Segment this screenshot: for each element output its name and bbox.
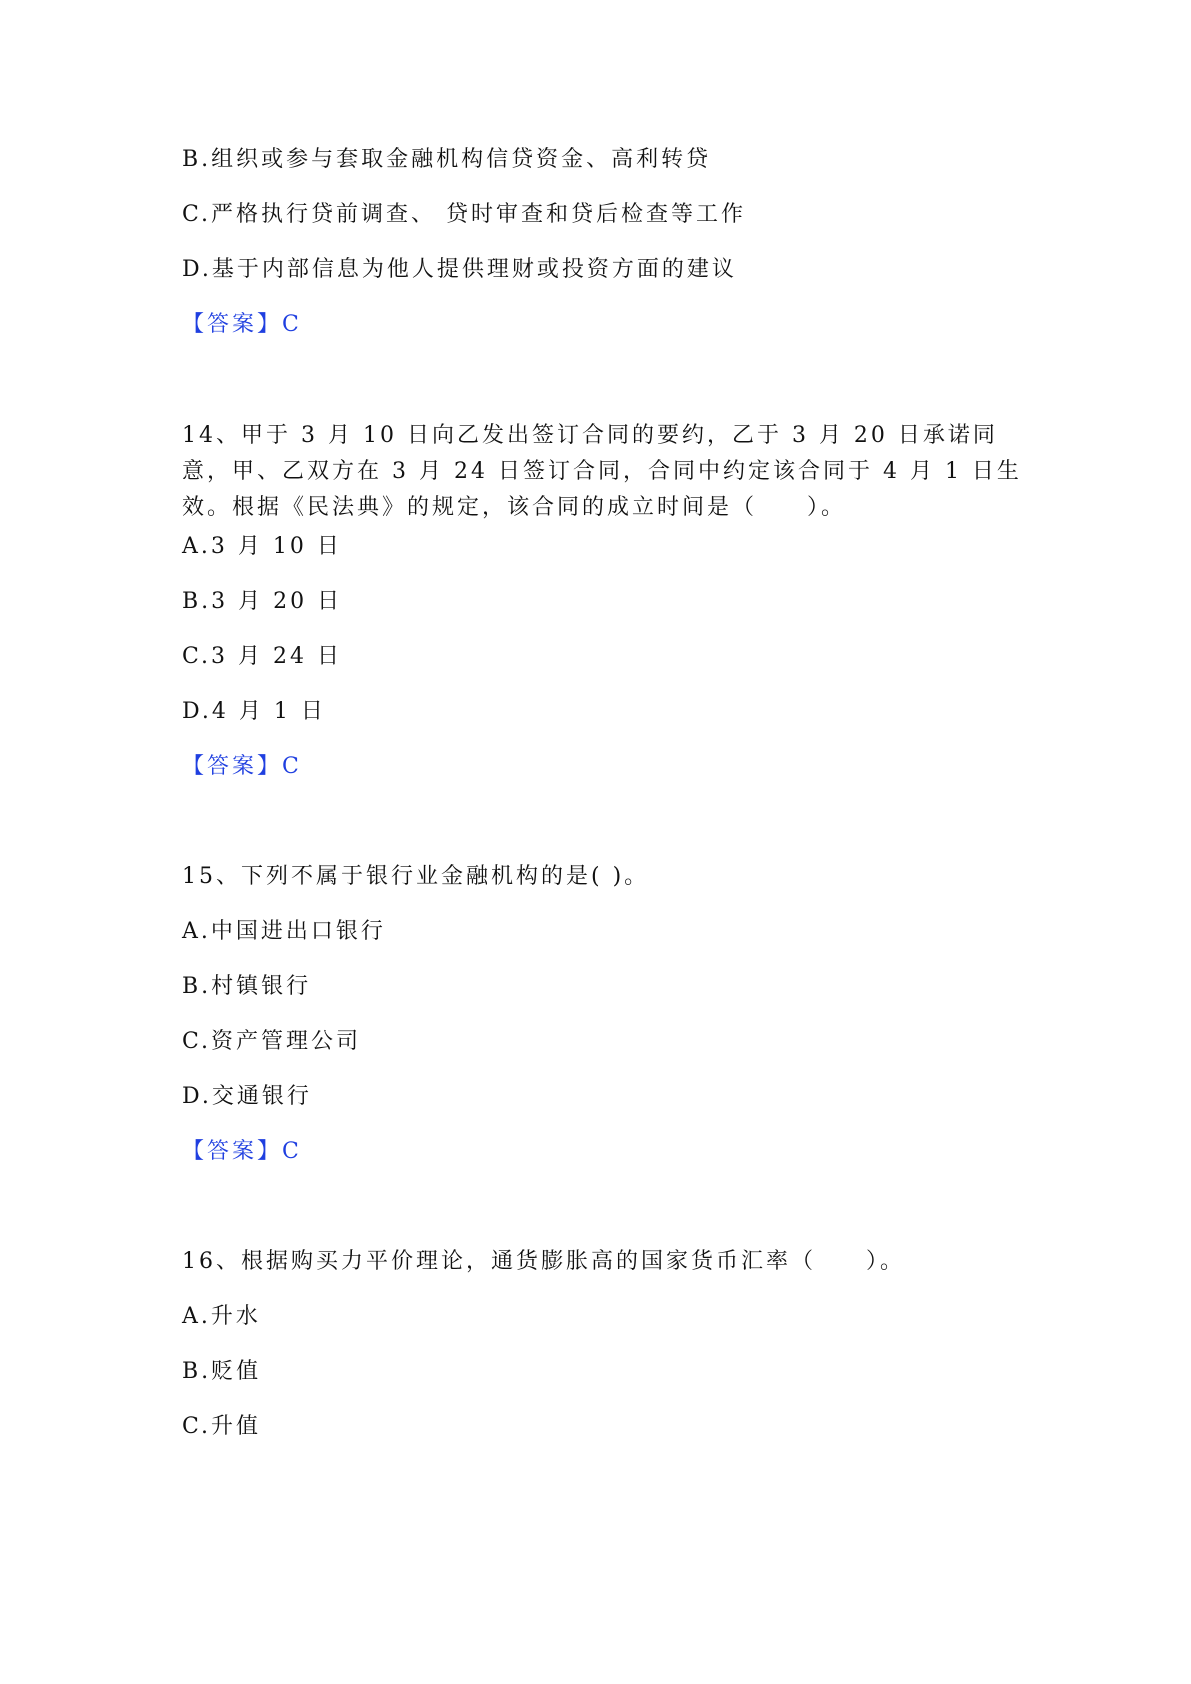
q16-option-c: C.升值: [182, 1414, 262, 1439]
q15-question-text: 15、下列不属于银行业金融机构的是( )。: [182, 864, 650, 889]
q16-question-text: 16、根据购买力平价理论，通货膨胀高的国家货币汇率（ ）。: [182, 1249, 905, 1274]
q14-option-a: A.3 月 10 日: [182, 534, 342, 559]
q14-option-c: C.3 月 24 日: [182, 644, 343, 669]
q13-option-c: C.严格执行贷前调查、 贷时审查和贷后检查等工作: [182, 202, 747, 227]
q13-answer: 【答案】C: [182, 312, 302, 337]
q15-option-c: C.资产管理公司: [182, 1029, 362, 1054]
q14-option-d: D.4 月 1 日: [182, 699, 326, 724]
q15-option-a: A.中国进出口银行: [182, 919, 386, 944]
q15-option-d: D.交通银行: [182, 1084, 312, 1109]
q16-option-a: A.升水: [182, 1304, 261, 1329]
q16-option-b: B.贬值: [182, 1359, 262, 1384]
q15-option-b: B.村镇银行: [182, 974, 312, 999]
q13-option-b: B.组织或参与套取金融机构信贷资金、高利转贷: [182, 147, 712, 172]
q14-question-text: 14、甲于 3 月 10 日向乙发出签订合同的要约，乙于 3 月 20 日承诺同意，甲、乙双方在 3 月 24 日签订合同，合同中约定该合同于 4 月 1 日生效。根据《民法典》的规定，该合同的成立时间是（ ）。: [182, 423, 1022, 520]
q14-option-b: B.3 月 20 日: [182, 589, 343, 614]
q13-option-d: D.基于内部信息为他人提供理财或投资方面的建议: [182, 257, 737, 282]
q14-answer: 【答案】C: [182, 754, 302, 779]
q15-answer: 【答案】C: [182, 1139, 302, 1164]
